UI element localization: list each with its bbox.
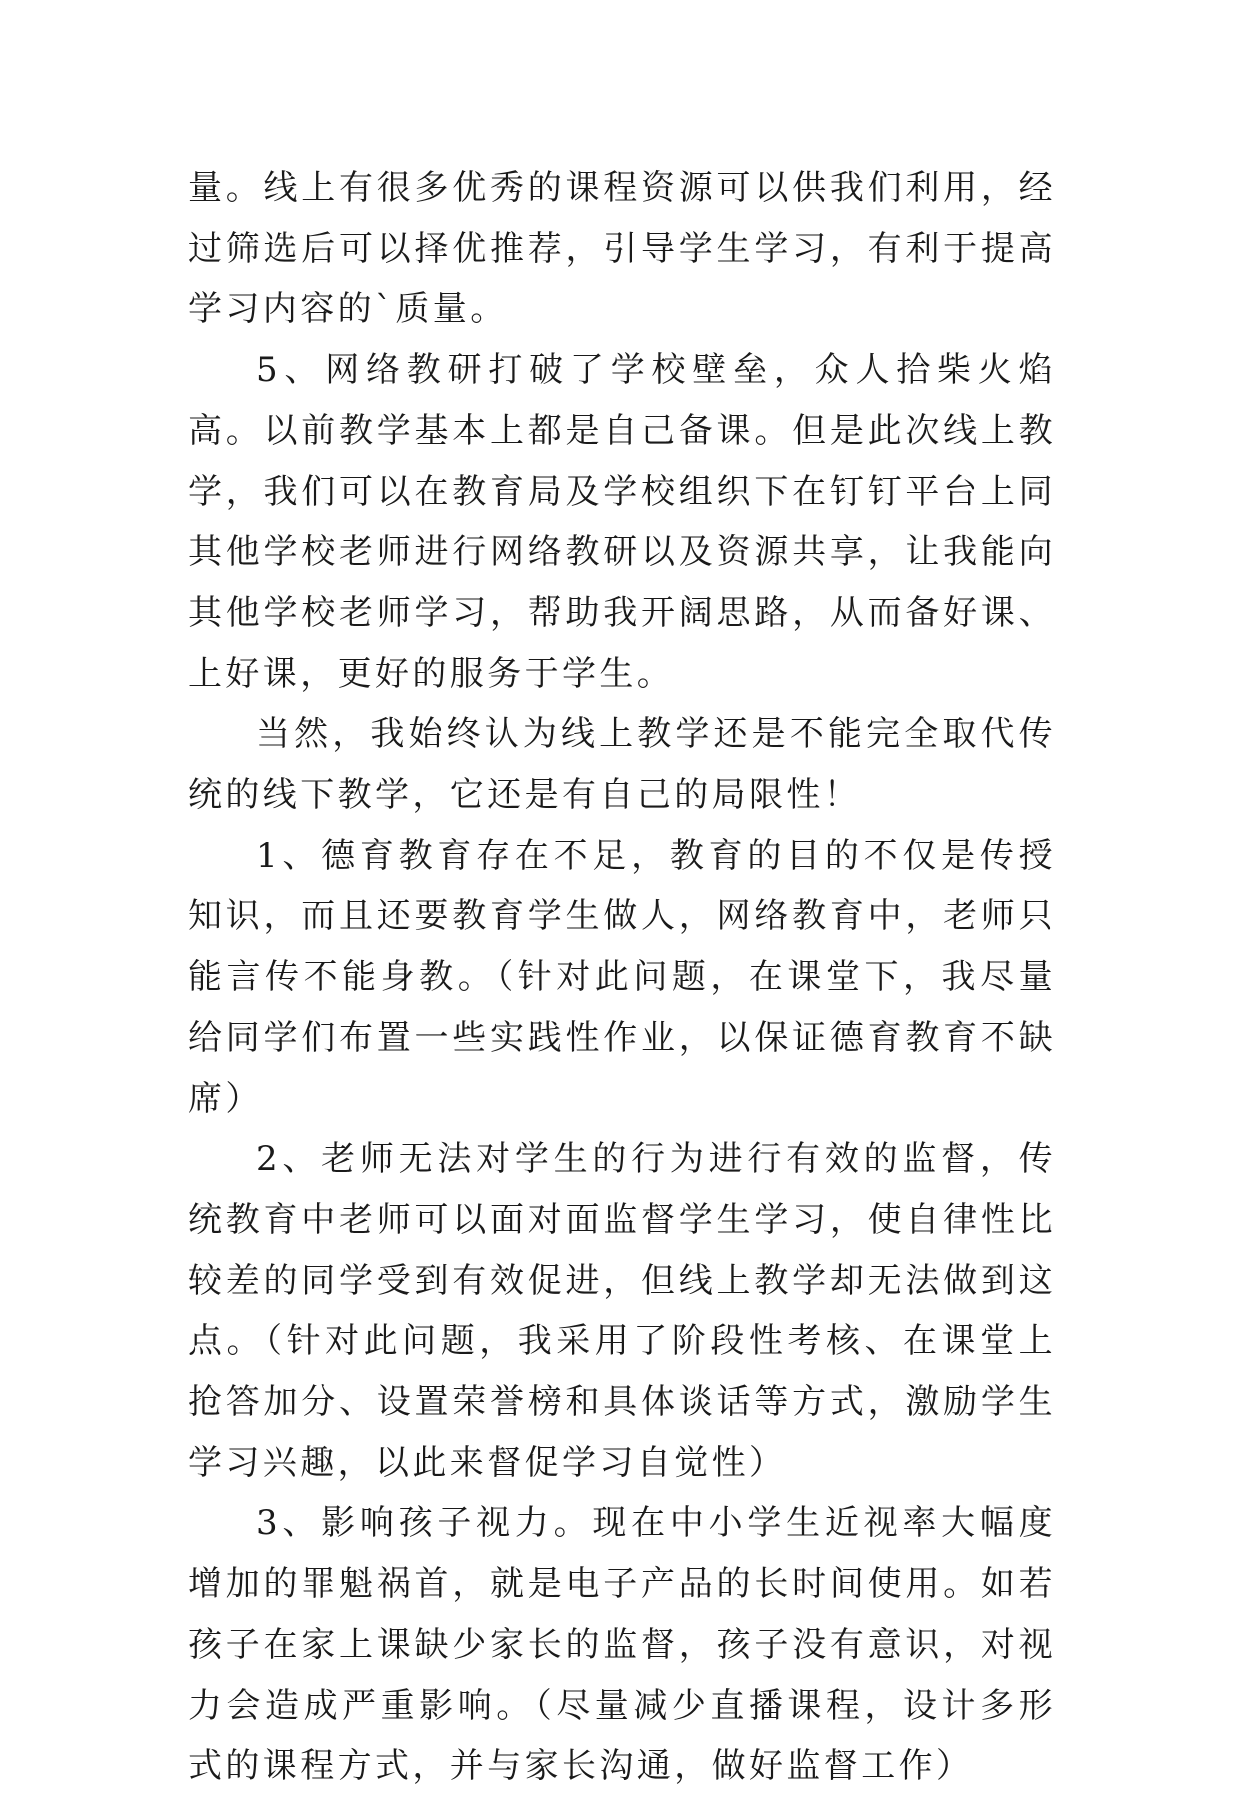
paragraph-moral-education: 1、德育教育存在不足，教育的目的不仅是传授知识，而且还要教育学生做人，网络教育中，老师只能言传不能身教。（针对此问题，在课堂下，我尽量给同学们布置一些实践性作业，以保证德育教育不缺席） bbox=[188, 835, 1056, 1119]
paragraph-continued: 量。线上有很多优秀的课程资源可以供我们利用，经过筛选后可以择优推荐，引导学生学习，有利于提高学习内容的`质量。 bbox=[188, 168, 1056, 330]
paragraph-limitations-intro: 当然，我始终认为线上教学还是不能完全取代传统的线下教学，它还是有自己的局限性！ bbox=[188, 714, 1056, 816]
paragraph-eyesight: 3、影响孩子视力。现在中小学生近视率大幅度增加的罪魁祸首，就是电子产品的长时间使用。如若孩子在家上课缺少家长的监督，孩子没有意识，对视力会造成严重影响。（尽量减少直播课程，设计多形式的课程方式，并与家长沟通，做好监督工作） bbox=[188, 1503, 1056, 1787]
paragraph-network-research: 5、网络教研打破了学校壁垒，众人拾柴火焰高。以前教学基本上都是自己备课。但是此次线上教学，我们可以在教育局及学校组织下在钉钉平台上同其他学校老师进行网络教研以及资源共享，让我能向其他学校老师学习，帮助我开阔思路，从而备好课、上好课，更好的服务于学生。 bbox=[188, 350, 1056, 694]
paragraph-supervision: 2、老师无法对学生的行为进行有效的监督，传统教育中老师可以面对面监督学生学习，使自律性比较差的同学受到有效促进，但线上教学却无法做到这点。（针对此问题，我采用了阶段性考核、在课堂上抢答加分、设置荣誉榜和具体谈话等方式，激励学生学习兴趣，以此来督促学习自觉性） bbox=[188, 1139, 1056, 1483]
document-body bbox=[188, 158, 1056, 1797]
